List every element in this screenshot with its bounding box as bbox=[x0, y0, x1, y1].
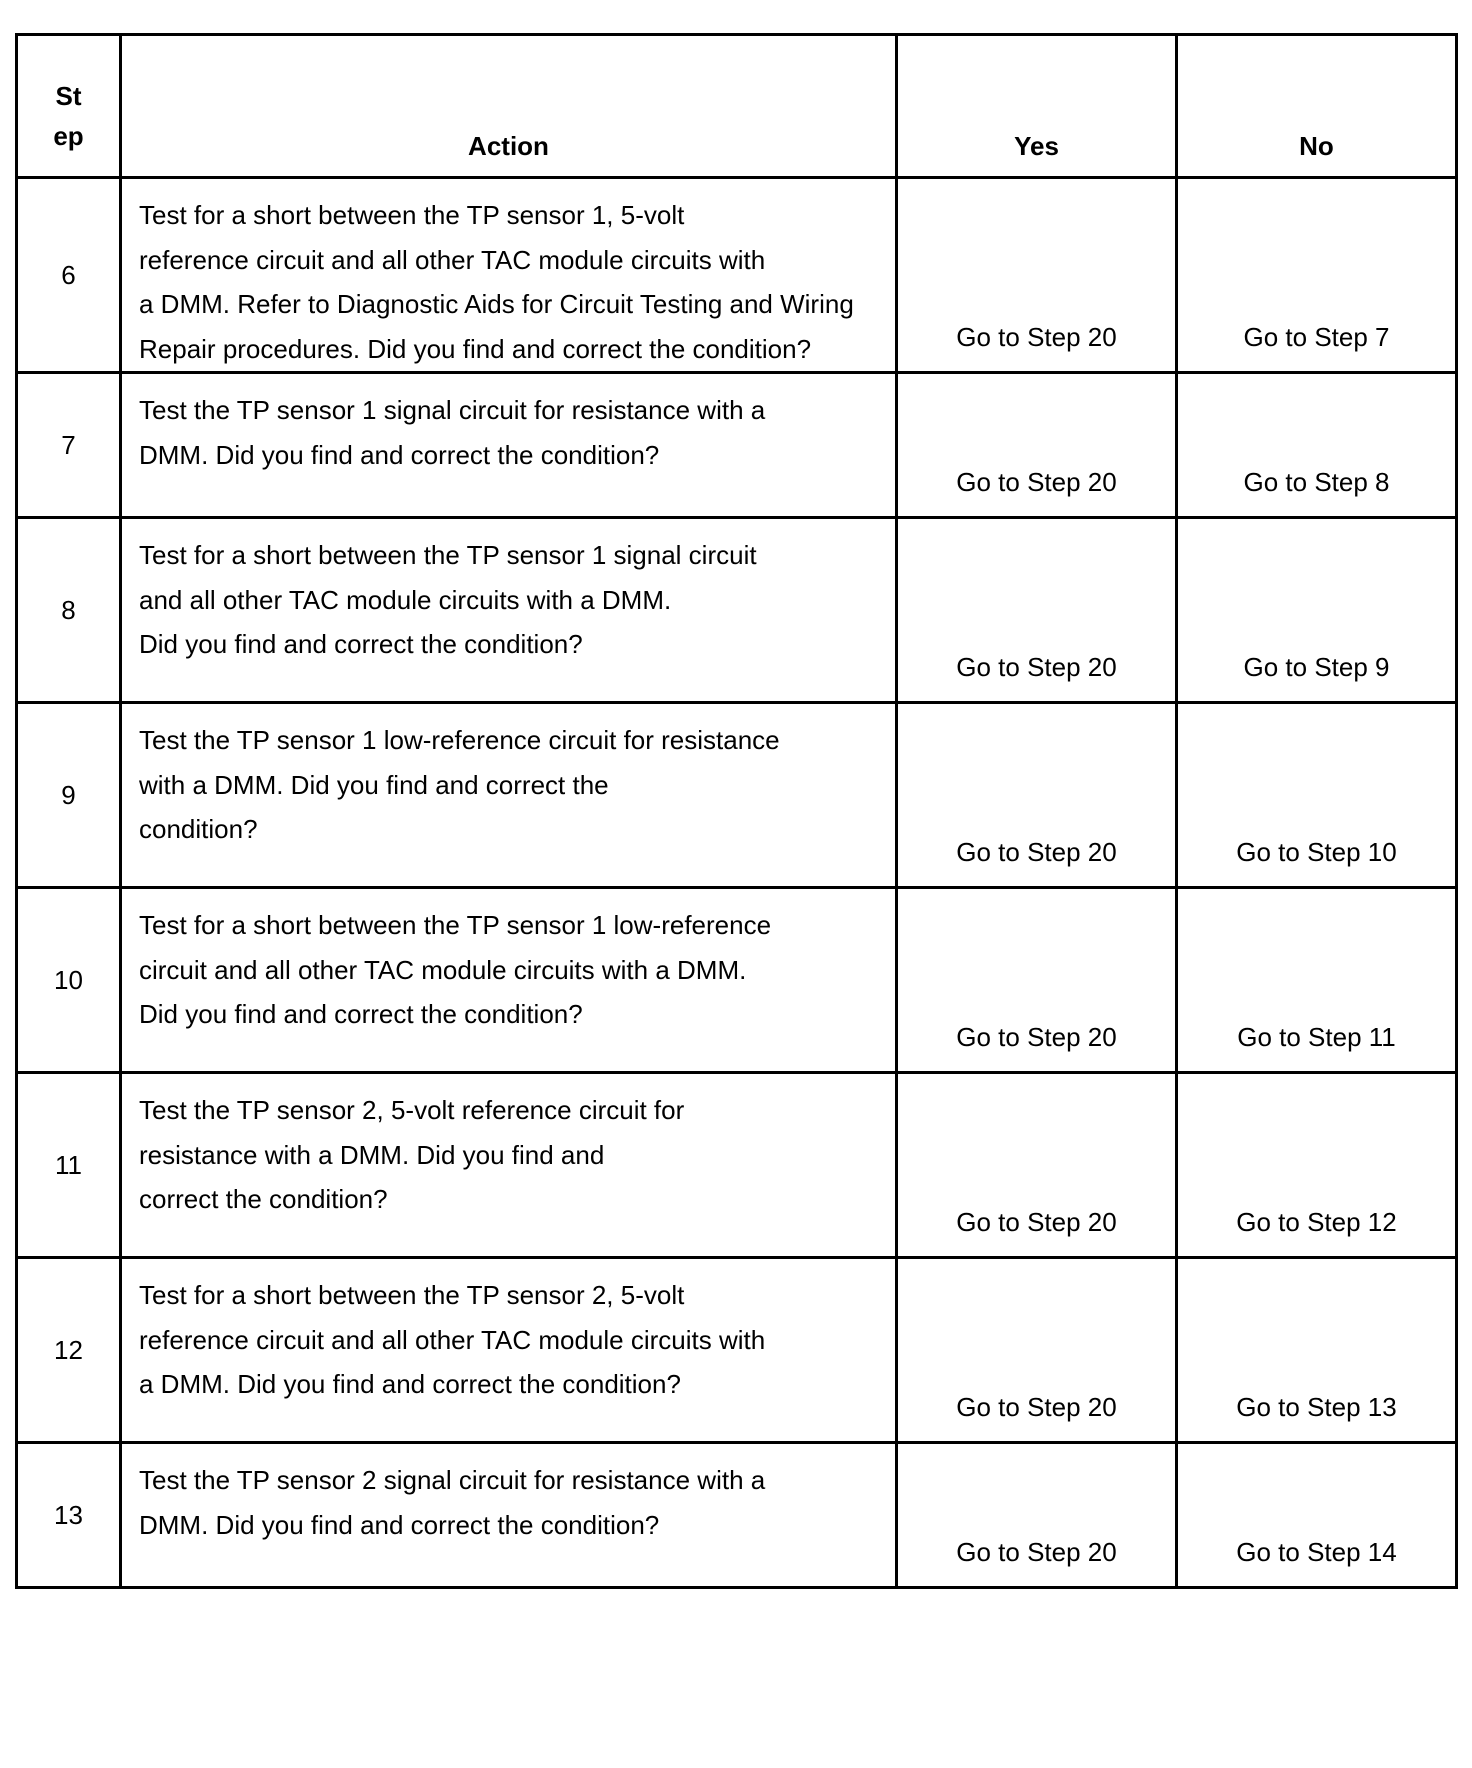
step-number: 11 bbox=[17, 1073, 121, 1258]
action-text bbox=[121, 178, 897, 373]
table-row bbox=[17, 178, 1457, 373]
action-line: Test the TP sensor 1 low-reference circuit for resistance bbox=[139, 725, 780, 755]
action-line: Test for a short between the TP sensor 2, 5-volt bbox=[139, 1280, 685, 1310]
yes-result: Go to Step 20 bbox=[897, 373, 1177, 518]
header-no: No bbox=[1177, 35, 1457, 178]
action-text bbox=[121, 518, 897, 703]
no-result: Go to Step 12 bbox=[1177, 1073, 1457, 1258]
action-line: Did you find and correct the condition? bbox=[139, 629, 583, 659]
step-number: 8 bbox=[17, 518, 121, 703]
table-row bbox=[17, 518, 1457, 703]
action-line: and all other TAC module circuits with a DMM. bbox=[139, 584, 672, 615]
step-number: 12 bbox=[17, 1258, 121, 1443]
action-line: resistance with a DMM. Did you find and bbox=[139, 1139, 605, 1170]
action-text bbox=[121, 888, 897, 1073]
action-line: Did you find and correct the condition? bbox=[139, 999, 583, 1029]
step-number: 6 bbox=[17, 178, 121, 373]
header-action: Action bbox=[121, 35, 897, 178]
action-line: reference circuit and all other TAC module circuits with bbox=[139, 1324, 766, 1355]
no-result: Go to Step 10 bbox=[1177, 703, 1457, 888]
action-line: DMM. Did you find and correct the condition? bbox=[139, 1509, 660, 1540]
action-line: DMM. Did you find and correct the condition? bbox=[139, 439, 660, 470]
action-text bbox=[121, 373, 897, 518]
action-line: Test for a short between the TP sensor 1 signal circuit bbox=[139, 540, 757, 570]
header-yes: Yes bbox=[897, 35, 1177, 178]
header-step-line1: St bbox=[55, 81, 82, 111]
action-line: a DMM. Did you find and correct the condition? bbox=[139, 1369, 681, 1399]
no-result: Go to Step 7 bbox=[1177, 178, 1457, 373]
action-text bbox=[121, 1443, 897, 1588]
no-result: Go to Step 9 bbox=[1177, 518, 1457, 703]
action-line: correct the condition? bbox=[139, 1184, 388, 1214]
table-row bbox=[17, 1073, 1457, 1258]
action-line: with a DMM. Did you find and correct the bbox=[139, 769, 609, 800]
header-step-line2: ep bbox=[53, 121, 84, 151]
action-line: a DMM. Refer to Diagnostic Aids for Circuit Testing and Wiring bbox=[139, 289, 854, 319]
no-result: Go to Step 11 bbox=[1177, 888, 1457, 1073]
action-text bbox=[121, 1073, 897, 1258]
action-line: Test for a short between the TP sensor 1 low-reference bbox=[139, 910, 772, 940]
table-row bbox=[17, 373, 1457, 518]
yes-result: Go to Step 20 bbox=[897, 1073, 1177, 1258]
action-line: Repair procedures. Did you find and correct the condition? bbox=[139, 333, 812, 364]
step-number: 13 bbox=[17, 1443, 121, 1588]
no-result: Go to Step 14 bbox=[1177, 1443, 1457, 1588]
action-line: condition? bbox=[139, 814, 258, 844]
yes-result: Go to Step 20 bbox=[897, 1258, 1177, 1443]
table-body bbox=[17, 178, 1457, 1588]
action-line: reference circuit and all other TAC module circuits with bbox=[139, 244, 766, 275]
table-row bbox=[17, 703, 1457, 888]
step-number: 10 bbox=[17, 888, 121, 1073]
step-number: 7 bbox=[17, 373, 121, 518]
header-step bbox=[17, 35, 121, 178]
yes-result: Go to Step 20 bbox=[897, 888, 1177, 1073]
step-number: 9 bbox=[17, 703, 121, 888]
action-line: Test the TP sensor 1 signal circuit for resistance with a bbox=[139, 395, 766, 425]
yes-result: Go to Step 20 bbox=[897, 518, 1177, 703]
action-text bbox=[121, 703, 897, 888]
yes-result: Go to Step 20 bbox=[897, 703, 1177, 888]
diagnostic-table bbox=[15, 33, 1458, 1589]
action-line: Test for a short between the TP sensor 1, 5-volt bbox=[139, 200, 685, 230]
action-line: circuit and all other TAC module circuits with a DMM. bbox=[139, 954, 747, 985]
table-row bbox=[17, 888, 1457, 1073]
action-text bbox=[121, 1258, 897, 1443]
table-row bbox=[17, 1443, 1457, 1588]
yes-result: Go to Step 20 bbox=[897, 178, 1177, 373]
no-result: Go to Step 8 bbox=[1177, 373, 1457, 518]
action-line: Test the TP sensor 2, 5-volt reference circuit for bbox=[139, 1095, 685, 1125]
table-header bbox=[17, 35, 1457, 178]
action-line: Test the TP sensor 2 signal circuit for resistance with a bbox=[139, 1465, 766, 1495]
yes-result: Go to Step 20 bbox=[897, 1443, 1177, 1588]
no-result: Go to Step 13 bbox=[1177, 1258, 1457, 1443]
table-row bbox=[17, 1258, 1457, 1443]
